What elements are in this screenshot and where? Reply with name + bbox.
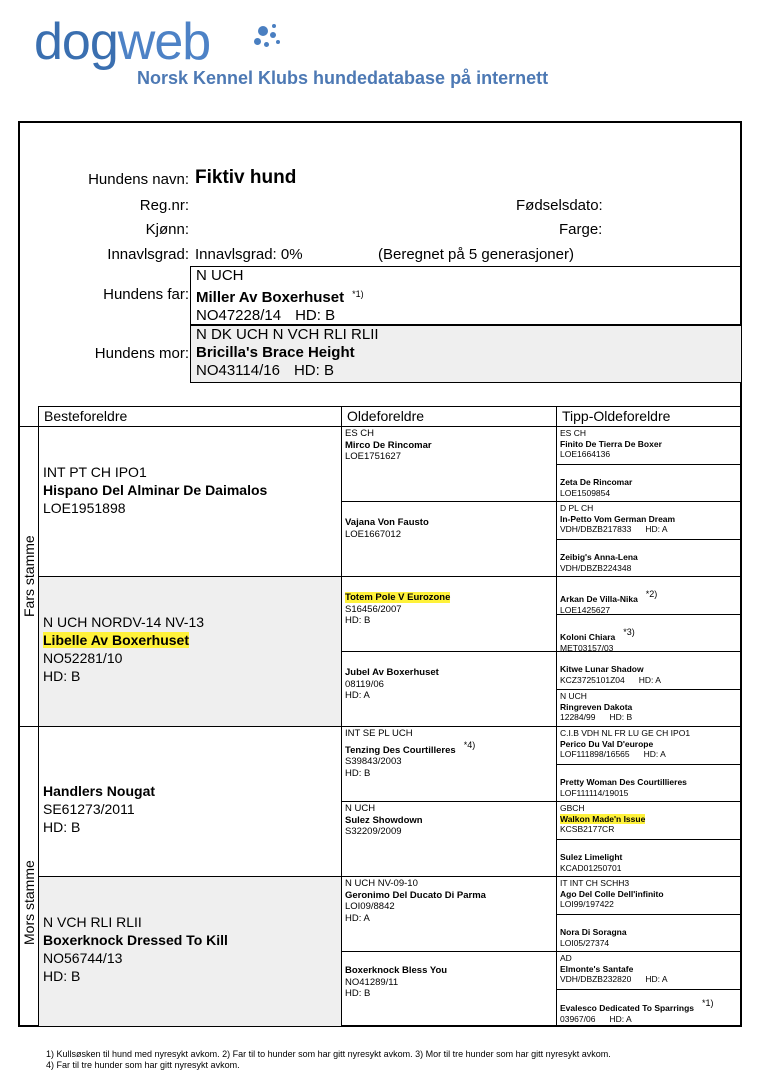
- father-box[interactable]: [190, 266, 742, 325]
- ggp6-name[interactable]: Sulez Showdown: [345, 814, 423, 826]
- ggp4-hd: HD: A: [345, 690, 370, 701]
- ggp3-reg: S16456/2007: [345, 603, 402, 615]
- gggp15-reg: VDH/DBZB232820: [560, 974, 632, 984]
- ggp8-name[interactable]: Boxerknock Bless You: [345, 965, 448, 976]
- sex-label: Kjønn:: [145, 221, 189, 238]
- ggp6-titles: N UCH: [345, 803, 376, 814]
- ggg-parent-10[interactable]: [556, 764, 742, 802]
- mother-titles: N DK UCH N VCH RLI RLII: [196, 326, 379, 343]
- ggg-parent-6[interactable]: [556, 614, 742, 652]
- ggg-parent-7[interactable]: [556, 651, 742, 690]
- great-grandparent-7[interactable]: [341, 876, 557, 952]
- gggp3-hd: HD: A: [645, 524, 668, 534]
- footnote-2: 4) Far til tre hunder som har gitt nyresykt avkom.: [46, 1060, 240, 1070]
- gggp9-titles: C.I.B VDH NL FR LU GE CH IPO1: [560, 728, 691, 738]
- grandparent-3[interactable]: [38, 726, 342, 877]
- gp2-name[interactable]: Libelle Av Boxerhuset: [43, 632, 190, 648]
- gggp6-note: *3): [623, 627, 635, 637]
- ggg-parent-11[interactable]: [556, 801, 742, 840]
- mother-label: Hundens mor:: [94, 345, 189, 362]
- mors-stamme-label: Mors stamme: [21, 860, 37, 945]
- gggp3-titles: D PL CH: [560, 503, 594, 513]
- gggp15-name[interactable]: Elmonte's Santafe: [560, 963, 634, 974]
- gggp7-hd: HD: A: [638, 674, 661, 685]
- ggp1-name[interactable]: Mirco De Rincomar: [345, 439, 432, 451]
- mother-reg: NO43114/16: [196, 362, 280, 379]
- father-reg: NO47228/14: [196, 307, 282, 324]
- grandparent-1[interactable]: [38, 426, 342, 577]
- gggp16-hd: HD: A: [609, 1013, 632, 1024]
- ggp5-note: *4): [463, 739, 476, 750]
- ggp7-hd: HD: A: [345, 912, 370, 924]
- gggp8-titles: N UCH: [560, 691, 587, 701]
- ggg-parent-16[interactable]: [556, 989, 742, 1027]
- ggp3-hd: HD: B: [345, 615, 371, 626]
- dogweb-logo[interactable]: [34, 13, 211, 71]
- ggp1-reg: LOE1751627: [345, 451, 401, 462]
- dog-name: Fiktiv hund: [195, 167, 297, 188]
- logo-dog-text: dog: [34, 13, 118, 71]
- gggp10-reg: LOF111114/19015: [560, 787, 629, 798]
- fars-stamme-label: Fars stamme: [21, 535, 37, 617]
- grandparent-2[interactable]: [38, 576, 342, 727]
- mother-name[interactable]: Bricilla's Brace Height: [196, 344, 355, 361]
- gp4-reg: NO56744/13: [43, 950, 123, 966]
- ggg-parent-2[interactable]: [556, 464, 742, 502]
- gggp13-reg: LOI99/197422: [560, 899, 614, 909]
- mother-hd: HD: B: [293, 362, 334, 379]
- gggp4-reg: VDH/DBZB224348: [560, 562, 632, 573]
- ggp5-titles: INT SE PL UCH: [345, 728, 413, 739]
- gp1-name[interactable]: Hispano Del Alminar De Daimalos: [43, 482, 268, 498]
- gggp12-name[interactable]: Sulez Limelight: [560, 852, 623, 862]
- gggp14-reg: LOI05/27374: [560, 937, 610, 948]
- gggp6-reg: MET03157/03: [560, 642, 614, 652]
- great-grandparent-8[interactable]: [341, 951, 557, 1027]
- gggp8-name[interactable]: Ringreven Dakota: [560, 701, 633, 712]
- father-name[interactable]: Miller Av Boxerhuset: [196, 289, 345, 306]
- gggp16-reg: 03967/06: [560, 1013, 596, 1024]
- mother-box[interactable]: [190, 325, 742, 383]
- ggp1-titles: ES CH: [345, 428, 375, 439]
- ggp5-name[interactable]: Tenzing Des Courtilleres: [345, 744, 456, 756]
- ggg-parent-9[interactable]: [556, 726, 742, 765]
- inbreeding-note: (Beregnet på 5 generasjoner): [378, 246, 574, 263]
- logo-web-text: web: [117, 13, 211, 71]
- ggg-parent-4[interactable]: [556, 539, 742, 577]
- ggp5-hd: HD: B: [345, 767, 371, 779]
- birthdate-label: Fødselsdato:: [516, 197, 603, 214]
- ggp4-reg: 08119/06: [345, 678, 384, 690]
- ggg-parent-13[interactable]: [556, 876, 742, 915]
- gggp3-reg: VDH/DBZB217833: [560, 524, 632, 534]
- gggp16-note: *1): [702, 998, 714, 1008]
- great-grandparent-3[interactable]: [341, 576, 557, 652]
- great-grandparent-4[interactable]: [341, 651, 557, 727]
- ggg-parent-12[interactable]: [556, 839, 742, 877]
- tagline: Norsk Kennel Klubs hundedatabase på internett: [137, 68, 549, 88]
- gggp5-name[interactable]: Arkan De Villa-Nika: [560, 594, 638, 604]
- great-grandparent-2[interactable]: [341, 501, 557, 577]
- gp2-reg: NO52281/10: [43, 650, 123, 666]
- ggp5-reg: S39843/2003: [345, 756, 402, 767]
- gp2-titles: N UCH NORDV-14 NV-13: [43, 614, 205, 630]
- ggg-parent-15[interactable]: [556, 951, 742, 990]
- gp1-titles: INT PT CH IPO1: [43, 464, 147, 480]
- gp1-reg: LOE1951898: [43, 500, 126, 516]
- gggp5-reg: LOE1425627: [560, 604, 611, 615]
- gggp2-name[interactable]: Zeta De Rincomar: [560, 477, 633, 487]
- gp4-titles: N VCH RLI RLII: [43, 914, 142, 930]
- gggp15-hd: HD: A: [645, 974, 668, 984]
- father-titles: N UCH: [196, 267, 244, 284]
- ggp6-reg: S32209/2009: [345, 826, 402, 837]
- gggp8-hd: HD: B: [609, 712, 633, 722]
- gggp5-note: *2): [645, 589, 658, 599]
- great-grandparent-6[interactable]: [341, 801, 557, 877]
- gggp11-name[interactable]: Walkon Made'n Issue: [560, 813, 646, 824]
- father-label: Hundens far:: [103, 286, 189, 303]
- gggp8-reg: 12284/99: [560, 712, 596, 722]
- gggp6-name[interactable]: Koloni Chiara: [560, 632, 616, 642]
- gggp2-reg: LOE1509854: [560, 487, 611, 498]
- ggg-parent-8[interactable]: [556, 689, 742, 727]
- gp2-hd: HD: B: [43, 668, 81, 684]
- ggg-parent-5[interactable]: [556, 576, 742, 615]
- ggp8-reg: NO41289/11: [345, 976, 399, 988]
- father-hd: HD: B: [295, 307, 336, 324]
- gggp9-hd: HD: A: [643, 749, 666, 759]
- ggp7-name[interactable]: Geronimo Del Ducato Di Parma: [345, 889, 486, 901]
- ggg-parent-14[interactable]: [556, 914, 742, 952]
- gggp10-name[interactable]: Pretty Woman Des Courtillieres: [560, 777, 687, 787]
- gggp7-reg: KCZ3725101Z04: [560, 674, 625, 685]
- logo-dots-icon: [250, 24, 290, 54]
- gggp11-titles: GBCH: [560, 803, 585, 813]
- gggp14-name[interactable]: Nora Di Soragna: [560, 927, 627, 937]
- ggp7-reg: LOI09/8842: [345, 901, 395, 912]
- gggp7-name[interactable]: Kitwe Lunar Shadow: [560, 664, 644, 674]
- gggp9-reg: LOF111898/16565: [560, 749, 630, 759]
- gp4-name[interactable]: Boxerknock Dressed To Kill: [43, 932, 228, 948]
- grandparent-4[interactable]: [38, 876, 342, 1027]
- ggp7-titles: N UCH NV-09-10: [345, 878, 418, 889]
- gggp9-name[interactable]: Perico Du Val D'europe: [560, 738, 654, 749]
- gggp15-titles: AD: [560, 953, 572, 963]
- father-note: *1): [352, 289, 364, 299]
- inbreeding-label: Innavlsgrad:: [107, 246, 189, 263]
- color-label: Farge:: [559, 221, 603, 238]
- gggp4-name[interactable]: Zeibig's Anna-Lena: [560, 552, 638, 562]
- regnr-label: Reg.nr:: [139, 197, 189, 214]
- ggp4-name[interactable]: Jubel Av Boxerhuset: [345, 667, 439, 678]
- gggp1-titles: ES CH: [560, 428, 586, 438]
- ggg-parent-3[interactable]: [556, 501, 742, 540]
- gp3-hd: HD: B: [43, 819, 81, 835]
- gggp13-titles: IT INT CH SCHH3: [560, 878, 630, 888]
- gp3-reg: SE61273/2011: [43, 801, 135, 817]
- gggp12-reg: KCAD01250701: [560, 862, 622, 873]
- inbreeding-value: Innavlsgrad: 0%: [195, 246, 303, 263]
- ggp8-hd: HD: B: [345, 988, 371, 999]
- name-label: Hundens navn:: [88, 171, 189, 188]
- gggp11-reg: KCSB2177CR: [560, 824, 615, 834]
- great-grandparent-1[interactable]: [341, 426, 557, 502]
- gggp1-reg: LOE1664136: [560, 449, 611, 459]
- ggp2-name[interactable]: Vajana Von Fausto: [345, 517, 429, 528]
- ggp2-reg: LOE1667012: [345, 528, 401, 540]
- gggp13-name[interactable]: Ago Del Colle Dell'infinito: [560, 888, 664, 899]
- ggg-parent-1[interactable]: [556, 426, 742, 465]
- header-besteforeldre: Besteforeldre: [38, 406, 342, 427]
- ggp3-name[interactable]: Totem Pole V Eurozone: [345, 592, 451, 603]
- gp4-hd: HD: B: [43, 968, 81, 984]
- footnote-1: 1) Kullsøsken til hund med nyresykt avkom. 2) Far til to hunder som har gitt nyresykt avkom. 3) Mor til tre hunder som har gitt nyresykt avkom.: [46, 1049, 611, 1059]
- gggp1-name[interactable]: Finito De Tierra De Boxer: [560, 438, 662, 449]
- gggp3-name[interactable]: In-Petto Vom German Dream: [560, 513, 676, 524]
- header-tipp-oldeforeldre: Tipp-Oldeforeldre: [556, 406, 742, 427]
- great-grandparent-5[interactable]: [341, 726, 557, 802]
- header-oldeforeldre: Oldeforeldre: [341, 406, 557, 427]
- gp3-name[interactable]: Handlers Nougat: [43, 783, 156, 799]
- gggp16-name[interactable]: Evalesco Dedicated To Sparrings: [560, 1003, 694, 1013]
